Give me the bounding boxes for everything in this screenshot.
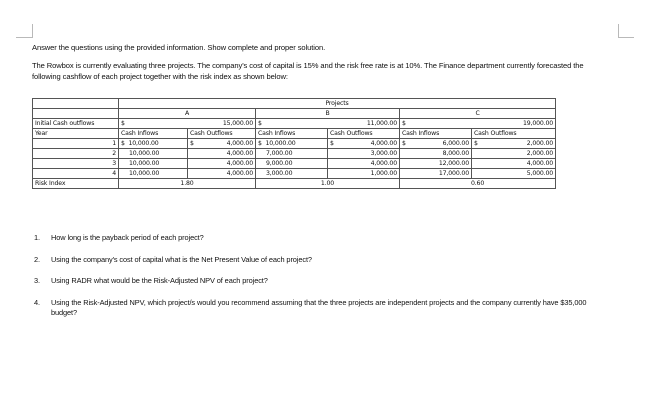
question-text: Using the company's cost of capital what is the Net Present Value of each project? [51,254,312,264]
table-row-column-headers [33,129,556,139]
cashflow-table [32,98,556,189]
risk-index-a: 1.80 [119,179,256,189]
cell-b-inflow: 7,000.00 [256,149,328,159]
table-row-project-names [33,109,556,119]
cell-a-inflow: 10,000.00 [119,169,188,179]
cell-a-outflow: 4,000.00 [188,159,256,169]
table-row [33,159,556,169]
question-item [32,276,612,286]
question-list [32,233,612,329]
project-b-header: B [256,109,400,119]
projects-header: Projects [119,99,556,109]
project-a-header: A [119,109,256,119]
question-number: 1. [34,233,40,242]
table-row [33,169,556,179]
risk-index-c: 0.60 [400,179,556,189]
col-header-a-inflows: Cash Inflows [119,129,188,139]
cell-b-inflow: 3,000.00 [256,169,328,179]
table-row [33,139,556,149]
col-header-b-inflows: Cash Inflows [256,129,328,139]
question-item [32,255,612,265]
cell-a-inflow: 10,000.00 [119,159,188,169]
cell-c-inflow: 17,000.00 [400,169,472,179]
table-row [33,149,556,159]
year-cell: 4 [33,169,119,179]
cell-a-outflow: $ 4,000.00 [188,139,256,149]
intro-paragraph: The Rowbox is currently evaluating three projects. The company's cost of capital is 15% and the risk free rate is at 10%. The Finance department currently forecasted the following cashflow of each project together with the risk index as shown below: [32,61,584,81]
cell-c-outflow: 5,000.00 [472,169,556,179]
col-header-b-outflows: Cash Outflows [328,129,400,139]
table-row-projects-header [33,99,556,109]
cell-c-outflow: 2,000.00 [472,149,556,159]
table-empty-cell [33,109,119,119]
cell-a-outflow: 4,000.00 [188,169,256,179]
table-corner-cell [33,99,119,109]
cell-c-outflow: $ 2,000.00 [472,139,556,149]
initial-outflow-a: $ 15,000.00 [119,119,256,129]
initial-outflow-c: $ 19,000.00 [400,119,556,129]
question-text: Using the Risk-Adjusted NPV, which project/s would you recommend assuming that the three projects are independent projects and the company currently have $35,000 budget? [51,297,587,317]
col-header-a-outflows: Cash Outflows [188,129,256,139]
cell-c-outflow: 4,000.00 [472,159,556,169]
question-text: How long is the payback period of each project? [51,233,204,242]
cell-c-inflow: 8,000.00 [400,149,472,159]
year-label: Year [33,129,119,139]
table-row-initial-outflows [33,119,556,129]
instruction-text: Answer the questions using the provided information. Show complete and proper solution. [32,43,326,52]
cell-a-inflow: 10,000.00 [119,149,188,159]
cell-a-outflow: 4,000.00 [188,149,256,159]
risk-index-label: Risk Index [33,179,119,189]
cell-c-inflow: $ 6,000.00 [400,139,472,149]
question-item [32,233,612,243]
cell-b-outflow: 3,000.00 [328,149,400,159]
col-header-c-inflows: Cash Inflows [400,129,472,139]
project-c-header: C [400,109,556,119]
risk-index-b: 1.00 [256,179,400,189]
year-cell: 3 [33,159,119,169]
year-cell: 2 [33,149,119,159]
initial-outflows-label: Initial Cash outflows [33,119,119,129]
question-number: 2. [34,254,40,264]
question-text: Using RADR what would be the Risk-Adjusted NPV of each project? [51,276,268,285]
col-header-c-outflows: Cash Outflows [472,129,556,139]
question-number: 4. [34,297,40,307]
table-row-risk-index [33,179,556,189]
cell-a-inflow: $ 10,000.00 [119,139,188,149]
question-item [32,298,612,318]
page-corner-mark-left [16,24,33,38]
cell-b-inflow: $ 10,000.00 [256,139,328,149]
cell-b-outflow: 4,000.00 [328,159,400,169]
cell-c-inflow: 12,000.00 [400,159,472,169]
question-number: 3. [34,276,40,285]
cell-b-inflow: 9,000.00 [256,159,328,169]
page-corner-mark-right [618,24,634,38]
cell-b-outflow: 1,000.00 [328,169,400,179]
cell-b-outflow: $ 4,000.00 [328,139,400,149]
year-cell: 1 [33,139,119,149]
initial-outflow-b: $ 11,000.00 [256,119,400,129]
